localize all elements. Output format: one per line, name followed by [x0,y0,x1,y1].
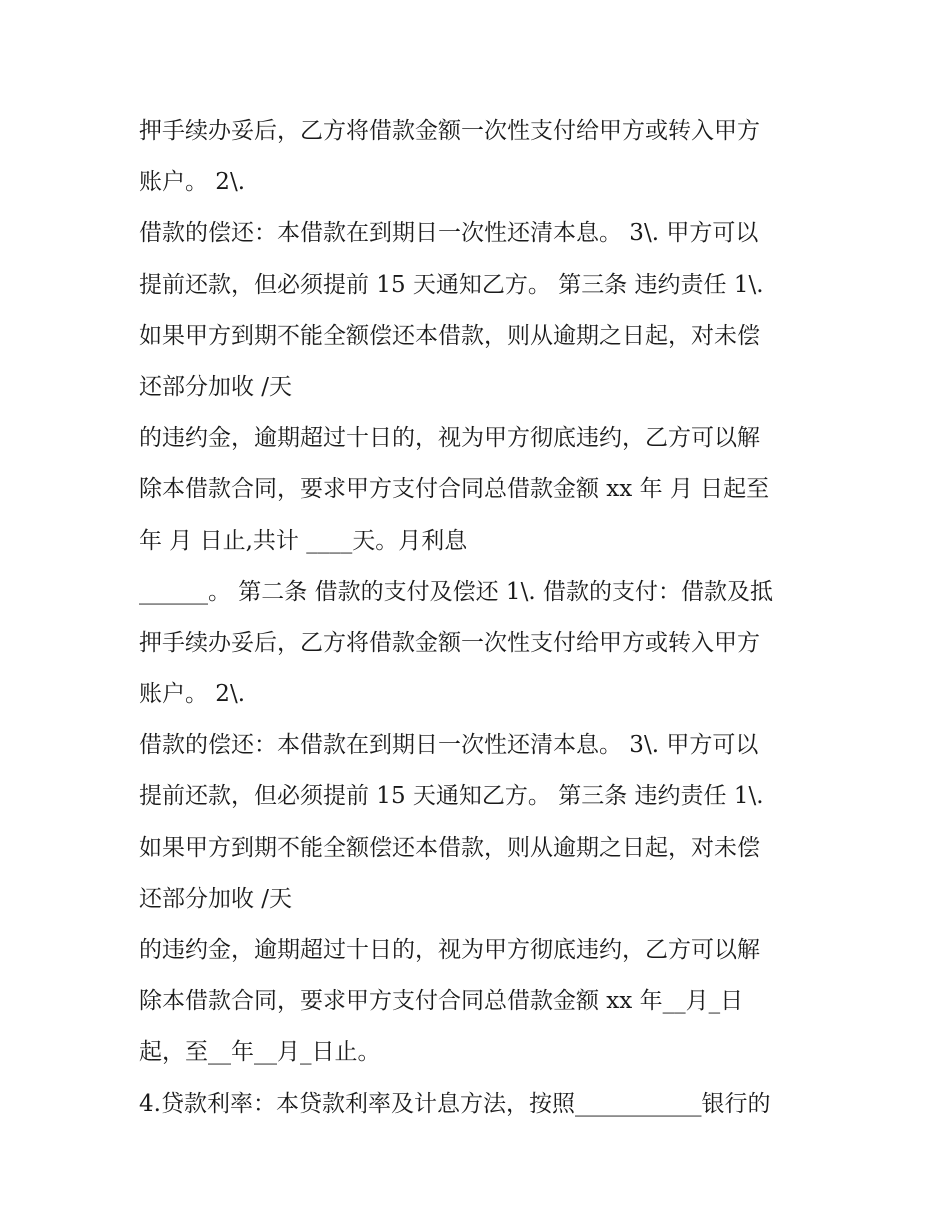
text-line: 如果甲方到期不能全额偿还本借款，则从逾期之日起，对未偿 [139,834,760,861]
text-line: 除本借款合同，要求甲方支付合同总借款金额 xx 年 月 日起至 [139,476,770,503]
text-line: 还部分加收 /天 [139,885,293,912]
text-line: 4.贷款利率：本贷款利率及计息方法，按照___________银行的 [139,1090,771,1117]
text-line: ______。 第二条 借款的支付及偿还 1\. 借款的支付：借款及抵 [139,578,773,605]
text-line: 如果甲方到期不能全额偿还本借款，则从逾期之日起，对未偿 [139,322,760,349]
text-line: 还部分加收 /天 [139,373,293,400]
document-body [139,106,839,1130]
text-line: 的违约金，逾期超过十日的，视为甲方彻底违约，乙方可以解 [139,937,760,963]
text-line: 的违约金，逾期超过十日的，视为甲方彻底违约，乙方可以解 [139,425,760,452]
text-line: 账户。 2\. [139,169,246,196]
text-line: 除本借款合同，要求甲方支付合同总借款金额 xx 年__月_日 [139,988,744,1015]
text-line: 提前还款，但必须提前 15 天通知乙方。 第三条 违约责任 1\. [139,271,764,298]
text-line: 起，至__年__月_日止。 [139,1039,381,1066]
text-line: 借款的偿还：本借款在到期日一次性还清本息。 3\. 甲方可以 [139,732,759,759]
text-line: 押手续办妥后，乙方将借款金额一次性支付给甲方或转入甲方 [139,118,760,144]
text-line: 年 月 日止,共计 ____天。月利息 [139,527,468,554]
text-line: 押手续办妥后，乙方将借款金额一次性支付给甲方或转入甲方 [139,629,760,656]
text-line: 提前还款，但必须提前 15 天通知乙方。 第三条 违约责任 1\. [139,783,764,810]
text-line: 借款的偿还：本借款在到期日一次性还清本息。 3\. 甲方可以 [139,220,759,247]
text-line: 账户。 2\. [139,681,246,708]
